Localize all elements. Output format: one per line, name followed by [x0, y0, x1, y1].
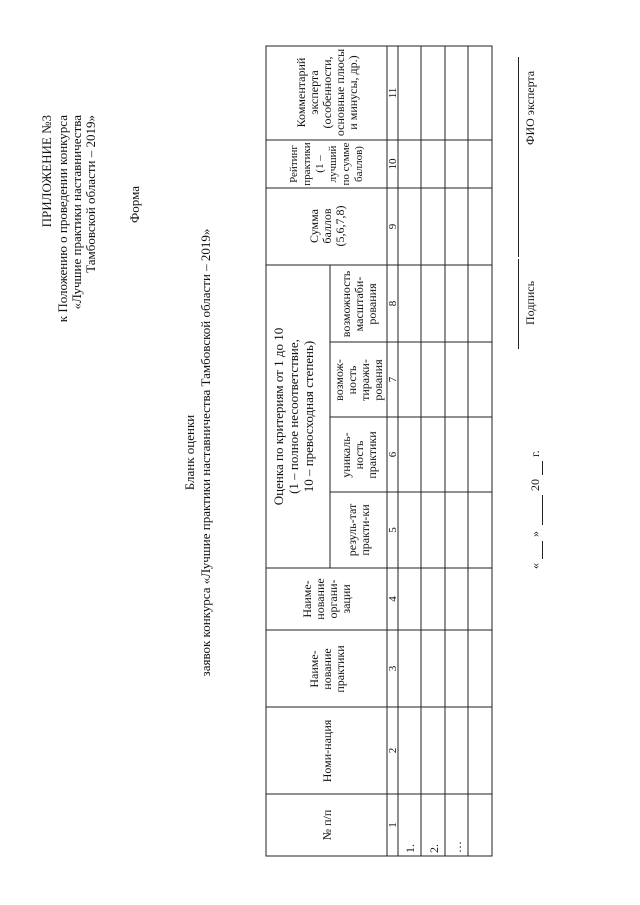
expert-name-line: [518, 57, 519, 257]
col-number-3: 3: [387, 665, 399, 672]
col-number-8: 8: [387, 300, 399, 307]
col-number-9: 9: [387, 223, 399, 230]
header-organization-name: Наиме-нование органи-зации: [300, 578, 353, 620]
date-day-line: [542, 541, 543, 559]
appendix-line-3: Тамбовской области – 2019»: [83, 115, 98, 273]
date-year-prefix: 20: [528, 479, 542, 491]
subheader-uniqueness: уникаль-ность практики: [338, 431, 379, 479]
col-number-4: 4: [387, 596, 399, 602]
header-rating: Рейтинг практики (1 – лучший по сумме баллов): [288, 142, 365, 186]
subheader-replication: возмож-ность тиражи-рования: [332, 359, 385, 401]
col-number-1: 1: [387, 822, 399, 828]
date-open-quote: «: [528, 563, 542, 569]
col-number-2: 2: [387, 747, 399, 754]
date-month-line: [542, 495, 543, 525]
form-subtitle: заявок конкурса «Лучшие практики наставничества Тамбовской области – 2019»: [198, 228, 213, 677]
table-row-label-2: 2.: [427, 844, 441, 853]
group-header-line-3: 10 – превосходная степень): [301, 340, 316, 493]
appendix-title: ПРИЛОЖЕНИЕ №3: [39, 115, 54, 228]
header-comment: Комментарий эксперта (особенности, основные плюсы и минусы, др.): [293, 48, 360, 137]
col-number-7: 7: [387, 376, 399, 383]
signature-label: Подпись: [523, 280, 537, 325]
group-header-line-2: (1 – полное несоответствие,: [286, 339, 301, 494]
table-row-label-3: …: [450, 841, 464, 853]
subheader-result: резуль-тат практи-ки: [345, 503, 372, 557]
signature-line: [518, 259, 519, 349]
col-number-11: 11: [387, 87, 399, 99]
header-nomination: Номи-нация: [319, 719, 334, 783]
subheader-scaling: возможность масштаби-рования: [338, 270, 379, 338]
expert-name-label: ФИО эксперта: [523, 70, 537, 145]
header-sum: Сумма баллов (5,6,7,8): [306, 205, 347, 247]
date-year-line: [542, 461, 543, 475]
header-no: № п/п: [319, 809, 334, 841]
form-label: Форма: [127, 186, 142, 223]
col-number-10: 10: [387, 158, 399, 170]
date-year-suffix: г.: [528, 450, 542, 457]
appendix-line-2: «Лучшие практики наставничества: [69, 115, 84, 310]
col-number-5: 5: [387, 527, 399, 533]
group-header-line-1: Оценка по критериям от 1 до 10: [271, 327, 286, 506]
header-practice-name: Наиме-нование практики: [306, 645, 347, 693]
col-number-6: 6: [387, 451, 399, 458]
appendix-line-1: к Положению о проведении конкурса: [55, 115, 70, 323]
table-row-label-1: 1.: [403, 844, 417, 853]
form-title: Бланк оценки: [182, 414, 197, 491]
date-close-quote: »: [528, 531, 542, 537]
